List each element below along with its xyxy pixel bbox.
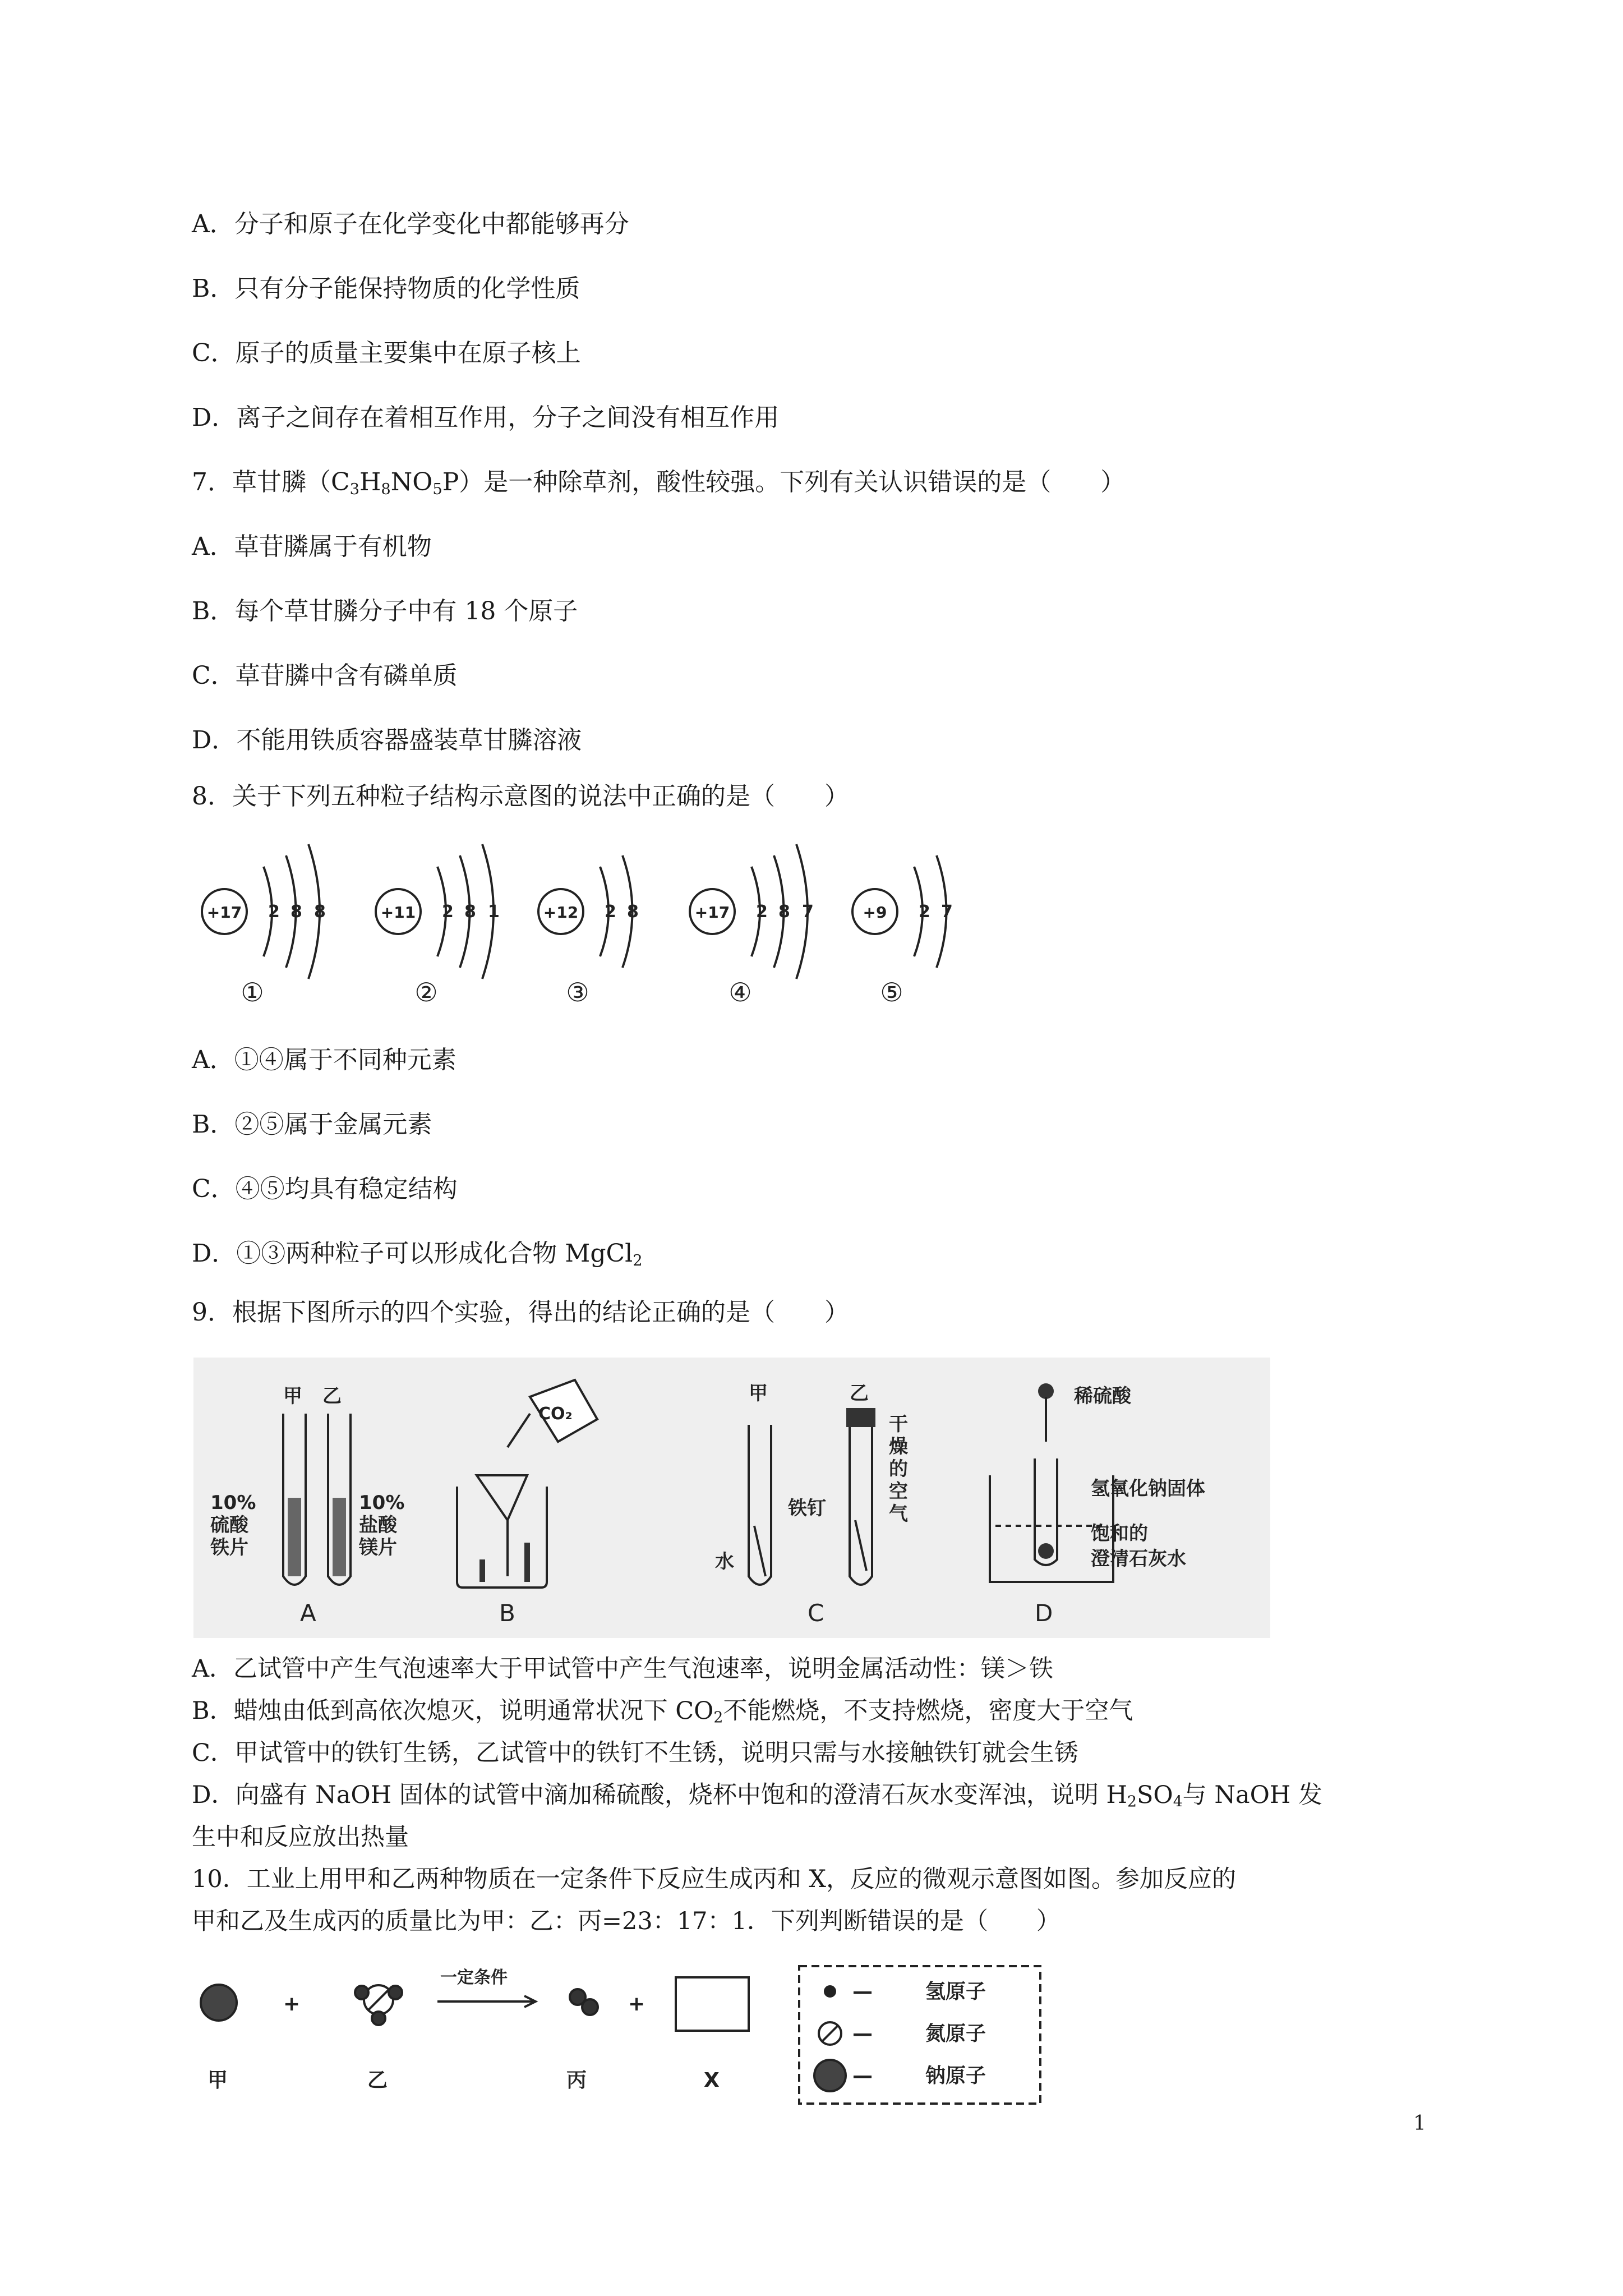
exp-c-water: 水: [715, 1550, 734, 1573]
particle-3-nucleus: +12: [543, 903, 579, 922]
exp-a-right-acid: 盐酸: [359, 1514, 397, 1536]
exp-c-air-3: 的: [889, 1458, 908, 1480]
label-bing: 丙: [566, 2069, 587, 2092]
exp-c-yi: 乙: [850, 1382, 869, 1405]
exp-a-right-metal: 镁片: [359, 1536, 397, 1559]
legend-sodium: 钠原子: [925, 2064, 986, 2087]
q6-option-b: B．只有分子能保持物质的化学性质: [192, 274, 580, 303]
x-box: [676, 1977, 749, 2031]
exp-a-jia: 甲: [283, 1385, 302, 1407]
legend-dash-3: —: [852, 2064, 873, 2087]
exp-a-left-metal: 铁片: [210, 1536, 248, 1559]
exp-d-sat-2: 澄清石灰水: [1091, 1548, 1186, 1570]
exp-a-label: A: [300, 1599, 316, 1627]
particle-2-shell-3: 1: [488, 902, 500, 922]
exp-d-solid: 氢氧化钠固体: [1091, 1478, 1205, 1500]
exp-b-label: B: [499, 1599, 515, 1627]
particle-2-shell-2: 8: [464, 902, 476, 922]
exp-a-left-acid: 硫酸: [210, 1514, 248, 1536]
q6-option-a: A．分子和原子在化学变化中都能够再分: [192, 210, 629, 238]
particle-1-nucleus: +17: [206, 903, 242, 922]
q9-stem: 9．根据下图所示的四个实验，得出的结论正确的是（ ）: [192, 1298, 849, 1327]
exp-c-jia: 甲: [749, 1382, 768, 1405]
label-yi: 乙: [367, 2069, 388, 2092]
exp-d-label: D: [1035, 1599, 1053, 1627]
particle-structure-figure: [191, 827, 976, 1018]
label-x: X: [704, 2069, 720, 2092]
q6-option-c: C．原子的质量主要集中在原子核上: [192, 339, 581, 367]
q10-line2: 甲和乙及生成丙的质量比为甲：乙：丙=23：17：1．下列判断错误的是（ ）: [192, 1907, 1061, 1935]
particle-2: [376, 844, 500, 1007]
particle-3-shell-1: 2: [605, 902, 616, 922]
plus-1: +: [283, 1993, 301, 2016]
exp-a-left-pct: 10%: [210, 1492, 256, 1514]
q7-option-c: C．草苷膦中含有磷单质: [192, 661, 458, 690]
exp-c-nail: 铁钉: [788, 1497, 826, 1520]
exp-c-label: C: [808, 1599, 824, 1627]
plus-2: +: [628, 1993, 645, 2016]
particle-5-shell-1: 2: [919, 902, 930, 922]
particle-1: [202, 844, 326, 1007]
q10-line1: 10．工业上用甲和乙两种物质在一定条件下反应生成丙和 X，反应的微观示意图如图。参加反应的: [192, 1865, 1236, 1893]
label-jia: 甲: [208, 2069, 228, 2092]
q8-option-b: B．②⑤属于金属元素: [192, 1110, 432, 1139]
sodium-atom-jia: [201, 1985, 237, 2021]
particle-3: [538, 855, 639, 1007]
exp-c-air-2: 燥: [889, 1435, 908, 1458]
legend-nitrogen: 氮原子: [925, 2022, 986, 2045]
particle-4-nucleus: +17: [694, 903, 730, 922]
reaction-condition: 一定条件: [440, 1968, 508, 1987]
q7-option-a: A．草苷膦属于有机物: [192, 532, 432, 561]
experiment-figure: [193, 1358, 1270, 1638]
q6-option-d: D．离子之间存在着相互作用，分子之间没有相互作用: [192, 403, 780, 432]
exp-c-air-4: 空: [889, 1480, 908, 1503]
exp-d-acid: 稀硫酸: [1074, 1385, 1131, 1407]
exp-a-yi: 乙: [322, 1385, 342, 1407]
particle-3-label: ③: [566, 977, 589, 1007]
particle-4-shell-3: 7: [802, 902, 814, 922]
legend-dash-1: —: [852, 1980, 873, 2003]
exp-b-gas: CO₂: [538, 1404, 573, 1424]
q9-option-b: B．蜡烛由低到高依次熄灭，说明通常状况下 $CO_2$不能燃烧，不支持燃烧，密度大于空气: [192, 1697, 1133, 1727]
particle-5: [852, 855, 953, 1007]
particle-2-shell-1: 2: [442, 902, 454, 922]
q8-stem: 8．关于下列五种粒子结构示意图的说法中正确的是（ ）: [192, 782, 849, 811]
particle-4-label: ④: [728, 977, 752, 1007]
q9-option-a: A．乙试管中产生气泡速率大于甲试管中产生气泡速率，说明金属活动性：镁＞铁: [192, 1655, 1054, 1683]
q8-option-a: A．①④属于不同种元素: [192, 1046, 457, 1074]
q8-option-d: D．①③两种粒子可以形成化合物 MgCl$_2$: [192, 1239, 643, 1269]
particle-4-shell-2: 8: [778, 902, 790, 922]
page-number: 1: [1413, 2112, 1426, 2135]
q9-option-c: C．甲试管中的铁钉生锈，乙试管中的铁钉不生锈，说明只需与水接触铁钉就会生锈: [192, 1739, 1078, 1767]
particle-1-shell-2: 8: [291, 902, 302, 922]
q7-option-b: B．每个草甘膦分子中有 18 个原子: [192, 597, 578, 625]
particle-1-shell-1: 2: [268, 902, 280, 922]
particle-5-shell-2: 7: [941, 902, 953, 922]
particle-5-label: ⑤: [880, 977, 903, 1007]
particle-4-shell-1: 2: [756, 902, 768, 922]
exp-c-air-5: 气: [889, 1503, 908, 1525]
legend-hydrogen: 氢原子: [925, 1980, 986, 2003]
particle-2-nucleus: +11: [380, 903, 416, 922]
legend-dash-2: —: [852, 2022, 873, 2045]
particle-1-label: ①: [241, 977, 264, 1007]
q7-option-d: D．不能用铁质容器盛装草甘膦溶液: [192, 726, 582, 754]
q7-stem: 7．草甘膦$(C_3H_8NO_5P)$是一种除草剂，酸性较强。下列有关认识错误的是（ ）: [192, 468, 1126, 498]
reaction-figure: [191, 1963, 1054, 2109]
exp-d-sat-1: 饱和的: [1091, 1522, 1148, 1545]
particle-1-shell-3: 8: [314, 902, 326, 922]
exp-a-right-pct: 10%: [359, 1492, 405, 1514]
q9-option-d-line2: 生中和反应放出热量: [192, 1823, 409, 1851]
particle-5-nucleus: +9: [863, 903, 887, 922]
particle-2-label: ②: [414, 977, 438, 1007]
exp-c-air-1: 干: [889, 1413, 908, 1435]
q8-option-c: C．④⑤均具有稳定结构: [192, 1175, 458, 1203]
particle-4: [690, 844, 814, 1007]
particle-3-shell-2: 8: [627, 902, 639, 922]
q9-option-d: D．向盛有 NaOH 固体的试管中滴加稀硫酸，烧杯中饱和的澄清石灰水变浑浊，说明 $H_2SO_4$与 NaOH 发: [192, 1781, 1323, 1811]
